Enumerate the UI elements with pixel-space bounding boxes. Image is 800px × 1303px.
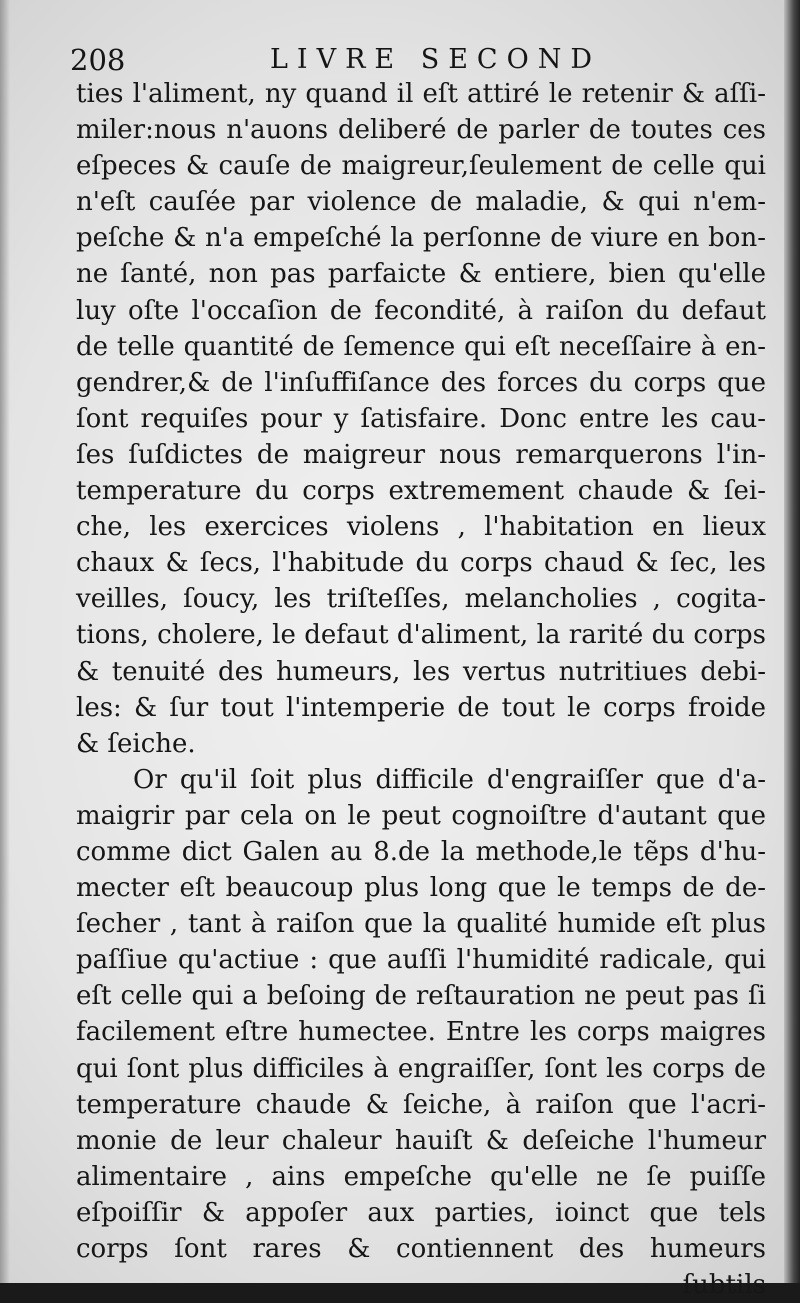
- text-line: n'eſt cauſée par violence de maladie, & qui n'em-: [76, 187, 766, 218]
- text-line: monie de leur chaleur hauiſt & deſeiche l'humeur: [76, 1125, 766, 1156]
- text-line: temperature du corps extremement chaude & ſei-: [76, 476, 766, 507]
- text-line: comme dict Galen au 8.de la methode,le tẽps d'hu-: [76, 836, 766, 867]
- text-line: temperature chaude & ſeiche, à raiſon que l'acri-: [76, 1089, 766, 1120]
- text-line: eſt celle qui a beſoing de reſtauration ne peut pas ſi: [76, 981, 766, 1012]
- paragraph-start-line: Or qu'il ſoit plus difficile d'engraiſſer que d'a-: [133, 764, 766, 795]
- text-line: luy oſte l'occaſion de fecondité, à raiſon du defaut: [76, 295, 766, 326]
- text-line: alimentaire , ains empeſche qu'elle ne ſe puiſſe: [76, 1161, 766, 1192]
- text-line: ſes ſuſdictes de maigreur nous remarquerons l'in-: [76, 439, 766, 470]
- body-text: [76, 76, 766, 1303]
- page-gutter-shadow: [0, 0, 10, 1283]
- catchword: ſubtils: [682, 1270, 766, 1301]
- text-line: eſpoiſſir & appoſer aux parties, ioinct que tels: [76, 1197, 766, 1228]
- text-line: gendrer,& de l'inſuffiſance des forces du corps que: [76, 367, 766, 398]
- text-line: & tenuité des humeurs, les vertus nutritiues debi-: [76, 656, 766, 687]
- text-line: qui ſont plus difficiles à engraiſſer, ſont les corps de: [76, 1053, 766, 1084]
- text-line: facilement eſtre humectee. Entre les corps maigres: [76, 1017, 766, 1048]
- text-line: mecter eſt beaucoup plus long que le temps de de-: [76, 873, 766, 904]
- text-line: veilles, ſoucy, les triſteſſes, melancholies , cogita-: [76, 584, 766, 615]
- text-line: ſecher , tant à raiſon que la qualité humide eſt plus: [76, 909, 766, 940]
- text-line: tions, cholere, le defaut d'aliment, la rarité du corps: [76, 620, 766, 651]
- text-line: de telle quantité de ſemence qui eſt neceſſaire à en-: [76, 331, 766, 362]
- page-number: 208: [70, 43, 126, 77]
- text-line: che, les exercices violens , l'habitation en lieux: [76, 512, 766, 543]
- text-line: ſont requiſes pour y ſatisfaire. Donc entre les cau-: [76, 403, 766, 434]
- paragraph-end-line: & ſeiche.: [76, 728, 196, 759]
- text-line: corps ſont rares & contiennent des humeurs: [76, 1234, 766, 1264]
- text-line: ties l'aliment, ny quand il eſt attiré le retenir & aſſi-: [76, 79, 766, 109]
- text-line: ne ſanté, non pas parfaicte & entiere, bien qu'elle: [76, 259, 766, 290]
- text-line: paſſiue qu'actiue : que auſſi l'humidité radicale, qui: [76, 945, 766, 976]
- page-edge-shadow: [784, 0, 800, 1283]
- text-line: peſche & n'a empeſché la perſonne de viure en bon-: [76, 223, 766, 254]
- text-line: miler:nous n'auons deliberé de parler de toutes ces: [76, 115, 766, 146]
- text-line: eſpeces & cauſe de maigreur,ſeulement de celle qui: [76, 151, 766, 182]
- running-head: LIVRE SECOND: [270, 44, 601, 75]
- text-line: les: & ſur tout l'intemperie de tout le corps froide: [76, 692, 766, 723]
- text-line: maigrir par cela on le peut cognoiſtre d'autant que: [76, 800, 766, 831]
- text-line: chaux & ſecs, l'habitude du corps chaud & ſec, les: [76, 548, 766, 579]
- page-header: [70, 40, 760, 80]
